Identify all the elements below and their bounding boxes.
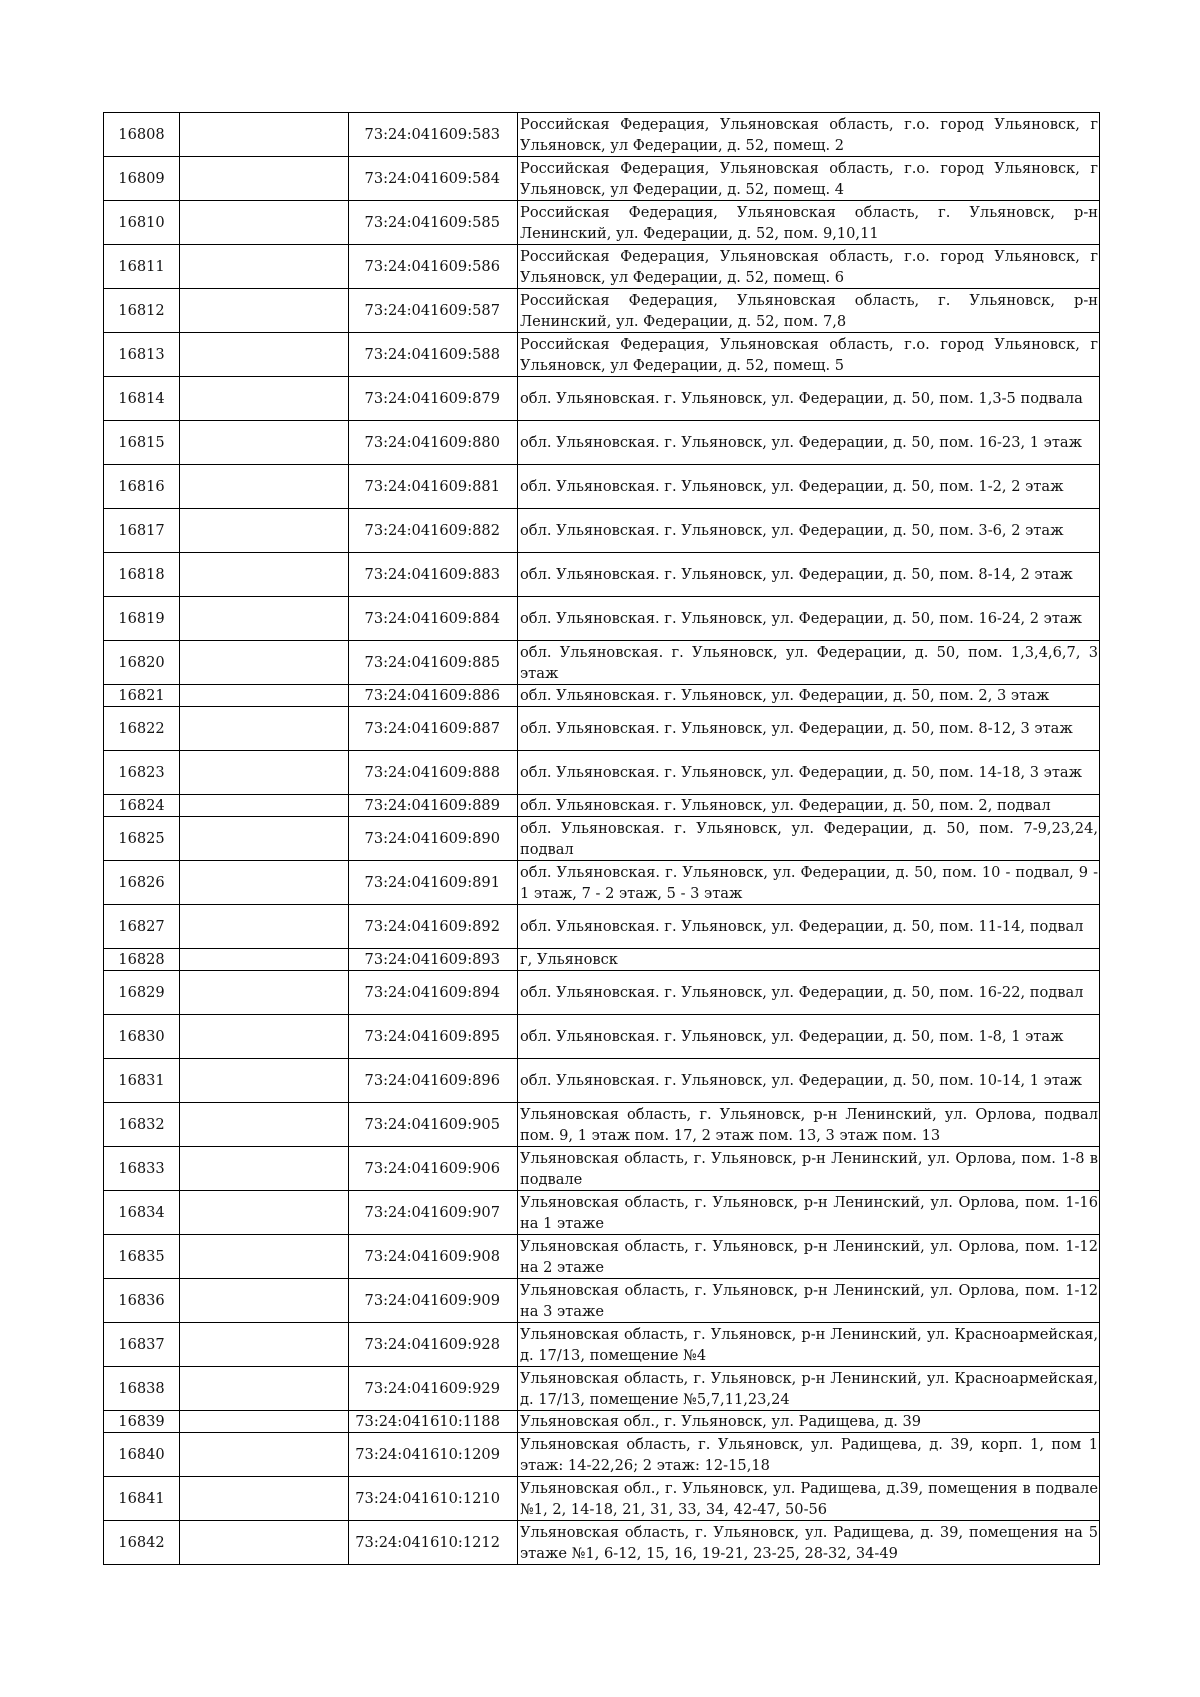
cadastral-number-cell: 73:24:041609:585: [349, 201, 518, 245]
cadastral-number-cell: 73:24:041609:884: [349, 597, 518, 641]
address-cell: обл. Ульяновская. г. Ульяновск, ул. Федерации, д. 50, пом. 11-14, подвал: [518, 905, 1100, 949]
cadastral-number-cell: 73:24:041610:1188: [349, 1411, 518, 1433]
empty-cell: [180, 1367, 349, 1411]
table-row: [104, 1191, 1100, 1235]
table-row: [104, 641, 1100, 685]
row-number-cell: 16842: [104, 1521, 180, 1565]
address-cell: Ульяновская область, г. Ульяновск, р-н Ленинский, ул. Орлова, пом. 1-16 на 1 этаже: [518, 1191, 1100, 1235]
registry-table-body: [104, 113, 1100, 1565]
cadastral-number-cell: 73:24:041609:891: [349, 861, 518, 905]
empty-cell: [180, 201, 349, 245]
row-number-cell: 16823: [104, 751, 180, 795]
row-number-cell: 16835: [104, 1235, 180, 1279]
cadastral-number-cell: 73:24:041609:880: [349, 421, 518, 465]
cadastral-number-cell: 73:24:041609:882: [349, 509, 518, 553]
address-cell: Российская Федерация, Ульяновская область, г.о. город Ульяновск, г Ульяновск, ул Федерации, д. 52, помещ. 4: [518, 157, 1100, 201]
cadastral-number-cell: 73:24:041609:887: [349, 707, 518, 751]
table-row: [104, 289, 1100, 333]
row-number-cell: 16808: [104, 113, 180, 157]
empty-cell: [180, 1477, 349, 1521]
table-row: [104, 1103, 1100, 1147]
row-number-cell: 16829: [104, 971, 180, 1015]
address-cell: Ульяновская область, г. Ульяновск, ул. Радищева, д. 39, помещения на 5 этаже №1, 6-12, 15, 16, 19-21, 23-25, 28-32, 34-49: [518, 1521, 1100, 1565]
address-cell: Ульяновская область, г. Ульяновск, р-н Ленинский, ул. Орлова, пом. 1-12 на 2 этаже: [518, 1235, 1100, 1279]
empty-cell: [180, 1433, 349, 1477]
empty-cell: [180, 1521, 349, 1565]
empty-cell: [180, 1235, 349, 1279]
row-number-cell: 16811: [104, 245, 180, 289]
cadastral-number-cell: 73:24:041609:905: [349, 1103, 518, 1147]
empty-cell: [180, 113, 349, 157]
cadastral-number-cell: 73:24:041609:929: [349, 1367, 518, 1411]
table-row: [104, 795, 1100, 817]
empty-cell: [180, 817, 349, 861]
empty-cell: [180, 1323, 349, 1367]
cadastral-number-cell: 73:24:041610:1209: [349, 1433, 518, 1477]
address-cell: обл. Ульяновская. г. Ульяновск, ул. Федерации, д. 50, пом. 3-6, 2 этаж: [518, 509, 1100, 553]
empty-cell: [180, 861, 349, 905]
cadastral-number-cell: 73:24:041609:907: [349, 1191, 518, 1235]
cadastral-number-cell: 73:24:041609:892: [349, 905, 518, 949]
row-number-cell: 16839: [104, 1411, 180, 1433]
empty-cell: [180, 949, 349, 971]
cadastral-number-cell: 73:24:041609:586: [349, 245, 518, 289]
empty-cell: [180, 245, 349, 289]
table-row: [104, 333, 1100, 377]
row-number-cell: 16818: [104, 553, 180, 597]
address-cell: Российская Федерация, Ульяновская область, г.о. город Ульяновск, г Ульяновск, ул Федерации, д. 52, помещ. 5: [518, 333, 1100, 377]
empty-cell: [180, 1191, 349, 1235]
address-cell: обл. Ульяновская. г. Ульяновск, ул. Федерации, д. 50, пом. 16-24, 2 этаж: [518, 597, 1100, 641]
table-row: [104, 707, 1100, 751]
row-number-cell: 16826: [104, 861, 180, 905]
row-number-cell: 16837: [104, 1323, 180, 1367]
cadastral-number-cell: 73:24:041609:584: [349, 157, 518, 201]
empty-cell: [180, 333, 349, 377]
table-row: [104, 1323, 1100, 1367]
address-cell: обл. Ульяновская. г. Ульяновск, ул. Федерации, д. 50, пом. 2, 3 этаж: [518, 685, 1100, 707]
empty-cell: [180, 751, 349, 795]
table-row: [104, 1059, 1100, 1103]
cadastral-number-cell: 73:24:041609:896: [349, 1059, 518, 1103]
row-number-cell: 16830: [104, 1015, 180, 1059]
address-cell: г, Ульяновск: [518, 949, 1100, 971]
table-row: [104, 751, 1100, 795]
empty-cell: [180, 795, 349, 817]
address-cell: Ульяновская обл., г. Ульяновск, ул. Радищева, д. 39: [518, 1411, 1100, 1433]
row-number-cell: 16838: [104, 1367, 180, 1411]
table-row: [104, 1015, 1100, 1059]
table-row: [104, 1279, 1100, 1323]
empty-cell: [180, 905, 349, 949]
address-cell: Ульяновская область, г. Ульяновск, р-н Ленинский, ул. Орлова, пом. 1-8 в подвале: [518, 1147, 1100, 1191]
row-number-cell: 16814: [104, 377, 180, 421]
address-cell: обл. Ульяновская. г. Ульяновск, ул. Федерации, д. 50, пом. 2, подвал: [518, 795, 1100, 817]
row-number-cell: 16833: [104, 1147, 180, 1191]
empty-cell: [180, 509, 349, 553]
cadastral-number-cell: 73:24:041609:909: [349, 1279, 518, 1323]
table-row: [104, 1367, 1100, 1411]
table-row: [104, 245, 1100, 289]
address-cell: Ульяновская область, г. Ульяновск, р-н Ленинский, ул. Орлова, пом. 1-12 на 3 этаже: [518, 1279, 1100, 1323]
empty-cell: [180, 641, 349, 685]
table-row: [104, 1147, 1100, 1191]
empty-cell: [180, 289, 349, 333]
address-cell: Российская Федерация, Ульяновская область, г.о. город Ульяновск, г Ульяновск, ул Федерации, д. 52, помещ. 6: [518, 245, 1100, 289]
empty-cell: [180, 971, 349, 1015]
table-row: [104, 113, 1100, 157]
cadastral-number-cell: 73:24:041609:890: [349, 817, 518, 861]
registry-table: [103, 112, 1100, 1565]
table-row: [104, 971, 1100, 1015]
empty-cell: [180, 553, 349, 597]
cadastral-number-cell: 73:24:041609:583: [349, 113, 518, 157]
address-cell: Ульяновская область, г. Ульяновск, р-н Ленинский, ул. Красноармейская, д. 17/13, помещение №4: [518, 1323, 1100, 1367]
table-row: [104, 1521, 1100, 1565]
table-row: [104, 817, 1100, 861]
address-cell: обл. Ульяновская. г. Ульяновск, ул. Федерации, д. 50, пом. 1-2, 2 этаж: [518, 465, 1100, 509]
cadastral-number-cell: 73:24:041609:893: [349, 949, 518, 971]
empty-cell: [180, 1411, 349, 1433]
address-cell: Российская Федерация, Ульяновская область, г.о. город Ульяновск, г Ульяновск, ул Федерации, д. 52, помещ. 2: [518, 113, 1100, 157]
cadastral-number-cell: 73:24:041609:888: [349, 751, 518, 795]
row-number-cell: 16812: [104, 289, 180, 333]
address-cell: обл. Ульяновская. г. Ульяновск, ул. Федерации, д. 50, пом. 10-14, 1 этаж: [518, 1059, 1100, 1103]
cadastral-number-cell: 73:24:041609:906: [349, 1147, 518, 1191]
cadastral-number-cell: 73:24:041609:879: [349, 377, 518, 421]
address-cell: обл. Ульяновская. г. Ульяновск, ул. Федерации, д. 50, пом. 8-14, 2 этаж: [518, 553, 1100, 597]
row-number-cell: 16827: [104, 905, 180, 949]
empty-cell: [180, 1279, 349, 1323]
address-cell: обл. Ульяновская. г. Ульяновск, ул. Федерации, д. 50, пом. 16-22, подвал: [518, 971, 1100, 1015]
table-row: [104, 597, 1100, 641]
table-row: [104, 157, 1100, 201]
row-number-cell: 16831: [104, 1059, 180, 1103]
table-row: [104, 1477, 1100, 1521]
cadastral-number-cell: 73:24:041609:895: [349, 1015, 518, 1059]
row-number-cell: 16813: [104, 333, 180, 377]
row-number-cell: 16820: [104, 641, 180, 685]
address-cell: обл. Ульяновская. г. Ульяновск, ул. Федерации, д. 50, пом. 16-23, 1 этаж: [518, 421, 1100, 465]
empty-cell: [180, 1059, 349, 1103]
row-number-cell: 16810: [104, 201, 180, 245]
address-cell: обл. Ульяновская. г. Ульяновск, ул. Федерации, д. 50, пом. 7-9,23,24, подвал: [518, 817, 1100, 861]
cadastral-number-cell: 73:24:041609:883: [349, 553, 518, 597]
table-row: [104, 685, 1100, 707]
address-cell: обл. Ульяновская. г. Ульяновск, ул. Федерации, д. 50, пом. 1,3-5 подвала: [518, 377, 1100, 421]
row-number-cell: 16840: [104, 1433, 180, 1477]
table-row: [104, 861, 1100, 905]
row-number-cell: 16825: [104, 817, 180, 861]
row-number-cell: 16841: [104, 1477, 180, 1521]
row-number-cell: 16809: [104, 157, 180, 201]
table-row: [104, 1433, 1100, 1477]
address-cell: обл. Ульяновская. г. Ульяновск, ул. Федерации, д. 50, пом. 14-18, 3 этаж: [518, 751, 1100, 795]
empty-cell: [180, 1147, 349, 1191]
empty-cell: [180, 597, 349, 641]
address-cell: обл. Ульяновская. г. Ульяновск, ул. Федерации, д. 50, пом. 8-12, 3 этаж: [518, 707, 1100, 751]
table-row: [104, 553, 1100, 597]
row-number-cell: 16815: [104, 421, 180, 465]
row-number-cell: 16821: [104, 685, 180, 707]
table-row: [104, 465, 1100, 509]
cadastral-number-cell: 73:24:041609:881: [349, 465, 518, 509]
table-row: [104, 421, 1100, 465]
cadastral-number-cell: 73:24:041609:928: [349, 1323, 518, 1367]
empty-cell: [180, 377, 349, 421]
table-row: [104, 905, 1100, 949]
address-cell: обл. Ульяновская. г. Ульяновск, ул. Федерации, д. 50, пом. 1-8, 1 этаж: [518, 1015, 1100, 1059]
empty-cell: [180, 421, 349, 465]
row-number-cell: 16828: [104, 949, 180, 971]
table-row: [104, 949, 1100, 971]
address-cell: обл. Ульяновская. г. Ульяновск, ул. Федерации, д. 50, пом. 1,3,4,6,7, 3 этаж: [518, 641, 1100, 685]
address-cell: Ульяновская область, г. Ульяновск, р-н Ленинский, ул. Красноармейская, д. 17/13, помещение №5,7,11,23,24: [518, 1367, 1100, 1411]
empty-cell: [180, 465, 349, 509]
address-cell: Ульяновская область, г. Ульяновск, ул. Радищева, д. 39, корп. 1, пом 1 этаж: 14-22,26; 2 этаж: 12-15,18: [518, 1433, 1100, 1477]
cadastral-number-cell: 73:24:041610:1210: [349, 1477, 518, 1521]
row-number-cell: 16832: [104, 1103, 180, 1147]
address-cell: Российская Федерация, Ульяновская область, г. Ульяновск, р-н Ленинский, ул. Федерации, д. 52, пом. 7,8: [518, 289, 1100, 333]
address-cell: обл. Ульяновская. г. Ульяновск, ул. Федерации, д. 50, пом. 10 - подвал, 9 - 1 этаж, 7 - 2 этаж, 5 - 3 этаж: [518, 861, 1100, 905]
cadastral-number-cell: 73:24:041610:1212: [349, 1521, 518, 1565]
empty-cell: [180, 1103, 349, 1147]
table-row: [104, 377, 1100, 421]
cadastral-number-cell: 73:24:041609:885: [349, 641, 518, 685]
row-number-cell: 16836: [104, 1279, 180, 1323]
cadastral-number-cell: 73:24:041609:588: [349, 333, 518, 377]
empty-cell: [180, 157, 349, 201]
table-row: [104, 1411, 1100, 1433]
cadastral-number-cell: 73:24:041609:886: [349, 685, 518, 707]
address-cell: Ульяновская обл., г. Ульяновск, ул. Радищева, д.39, помещения в подвале №1, 2, 14-18, 21, 31, 33, 34, 42-47, 50-56: [518, 1477, 1100, 1521]
row-number-cell: 16822: [104, 707, 180, 751]
address-cell: Ульяновская область, г. Ульяновск, р-н Ленинский, ул. Орлова, подвал пом. 9, 1 этаж пом. 17, 2 этаж пом. 13, 3 этаж пом. 13: [518, 1103, 1100, 1147]
row-number-cell: 16817: [104, 509, 180, 553]
cadastral-number-cell: 73:24:041609:894: [349, 971, 518, 1015]
row-number-cell: 16819: [104, 597, 180, 641]
table-row: [104, 1235, 1100, 1279]
cadastral-number-cell: 73:24:041609:587: [349, 289, 518, 333]
table-row: [104, 201, 1100, 245]
row-number-cell: 16816: [104, 465, 180, 509]
empty-cell: [180, 1015, 349, 1059]
table-row: [104, 509, 1100, 553]
empty-cell: [180, 685, 349, 707]
address-cell: Российская Федерация, Ульяновская область, г. Ульяновск, р-н Ленинский, ул. Федерации, д. 52, пом. 9,10,11: [518, 201, 1100, 245]
empty-cell: [180, 707, 349, 751]
cadastral-number-cell: 73:24:041609:889: [349, 795, 518, 817]
row-number-cell: 16834: [104, 1191, 180, 1235]
row-number-cell: 16824: [104, 795, 180, 817]
cadastral-number-cell: 73:24:041609:908: [349, 1235, 518, 1279]
